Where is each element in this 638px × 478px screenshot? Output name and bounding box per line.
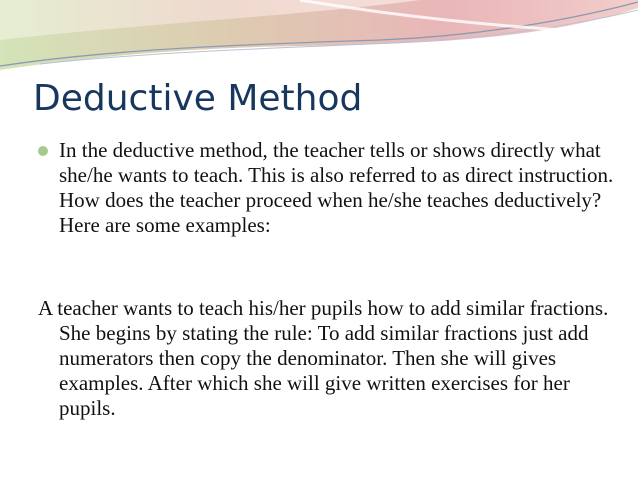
example-paragraph-block [38,296,618,421]
slide-title: Deductive Method [33,78,363,119]
bullet-item [38,138,623,238]
decorative-wave-banner [0,0,638,80]
example-paragraph: A teacher wants to teach his/her pupils how to add similar fractions. She begins by stating the rule: To add similar fractions just add numerators then copy the denominator. Then she will gives examples. After which she will give written exercises for her pupils. [38,296,609,420]
bullet-text: In the deductive method, the teacher tells or shows directly what she/he wants to teach. This is also referred to as direct instruction. How does the teacher proceed when he/she teaches deductively? Here are some examples: [59,138,614,237]
bullet-dot-icon [38,146,48,156]
